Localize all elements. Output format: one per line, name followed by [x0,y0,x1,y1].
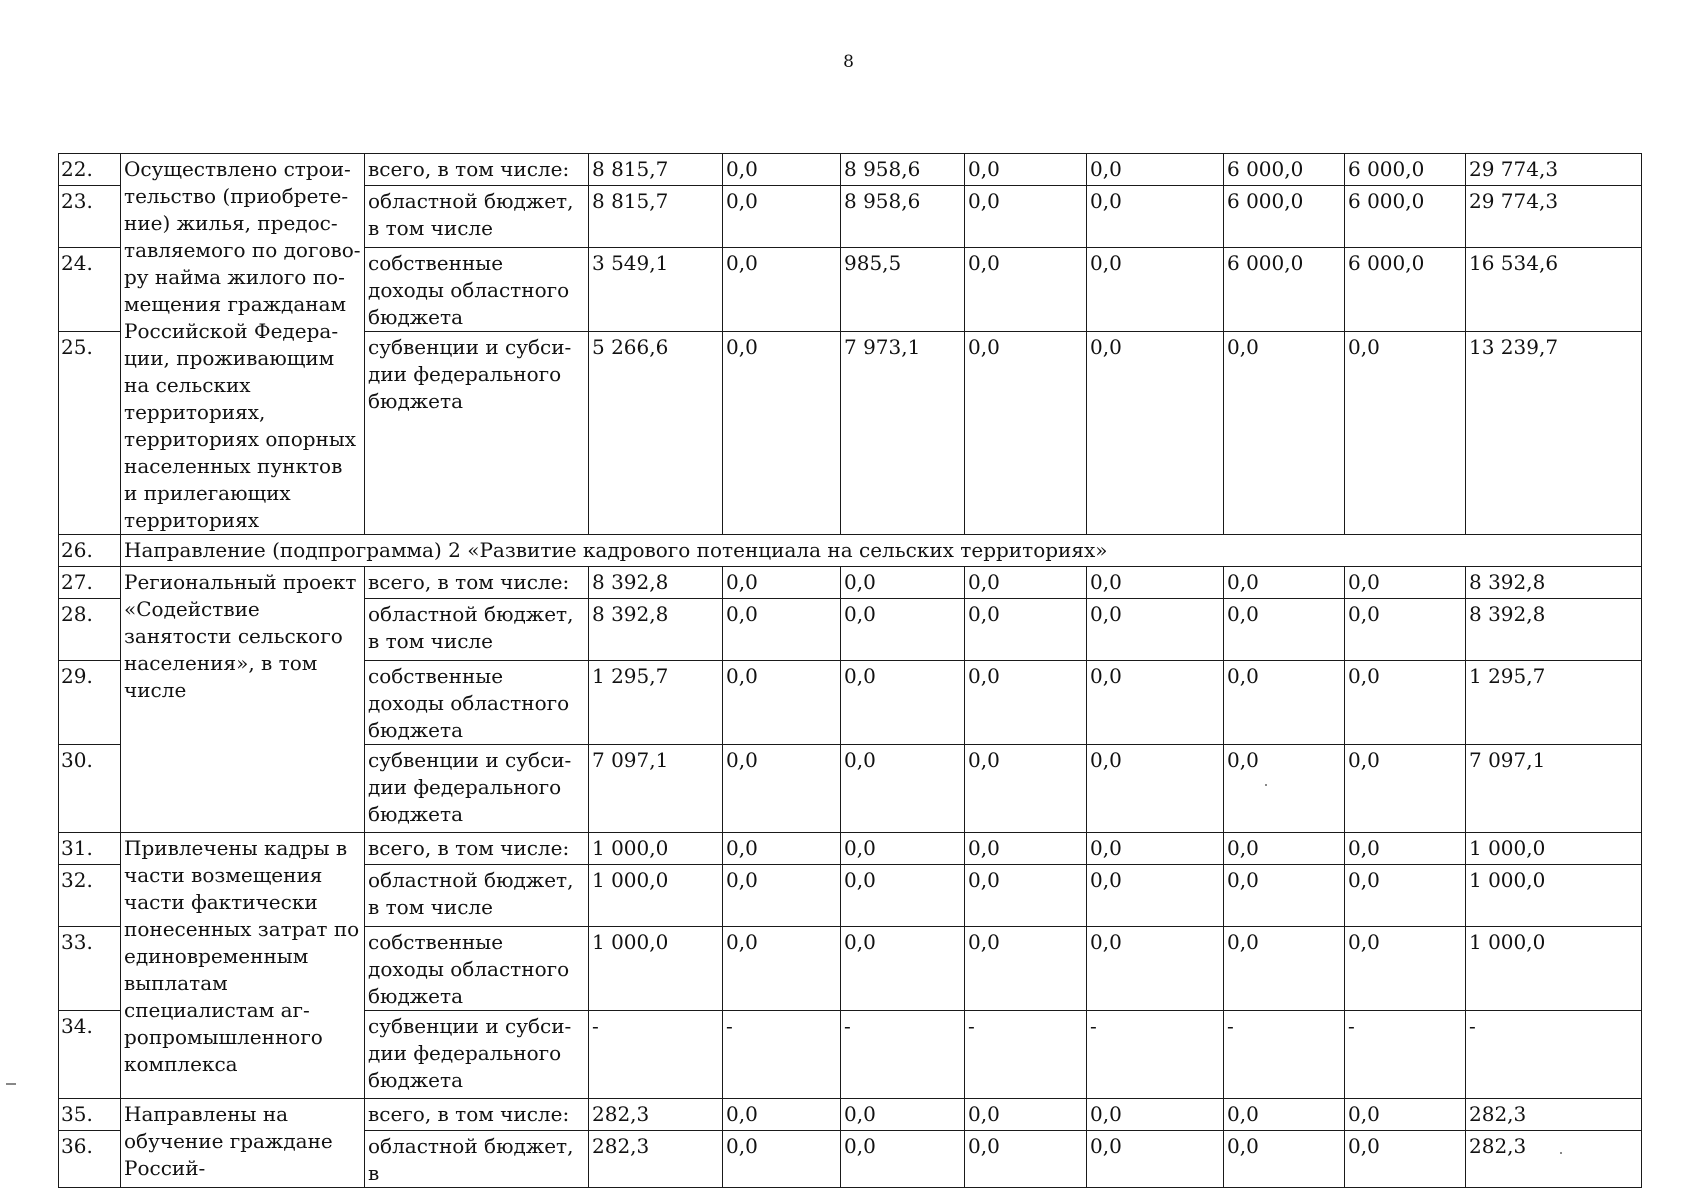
year-value: 282,3 [589,1099,723,1131]
row-number: 32. [59,865,121,927]
year-value: 5 266,6 [589,332,723,535]
year-value: 0,0 [1224,745,1345,833]
total-value: 7 097,1 [1466,745,1642,833]
measure-name: Региональный проект «Содействие занятости сельского населения», в том числе [121,567,365,833]
year-value: - [1345,1011,1466,1099]
year-value: 6 000,0 [1345,248,1466,332]
row-number: 26. [59,535,121,567]
year-value: 0,0 [1087,567,1224,599]
year-value: 0,0 [1087,927,1224,1011]
year-value: 6 000,0 [1224,154,1345,186]
year-value: 0,0 [723,1131,841,1188]
row-number: 30. [59,745,121,833]
table-row [59,567,1642,599]
year-value: - [965,1011,1087,1099]
year-value: - [1224,1011,1345,1099]
year-value: 0,0 [1345,1131,1466,1188]
year-value: 0,0 [1087,661,1224,745]
row-number: 31. [59,833,121,865]
year-value: - [723,1011,841,1099]
year-value: 6 000,0 [1345,186,1466,248]
row-number: 28. [59,599,121,661]
row-number: 33. [59,927,121,1011]
year-value: 6 000,0 [1224,186,1345,248]
table-row [59,1099,1642,1131]
year-value: 0,0 [841,599,965,661]
year-value: 0,0 [1087,1099,1224,1131]
total-value: 1 000,0 [1466,865,1642,927]
year-value: 0,0 [1087,833,1224,865]
scan-mark-left [6,1083,16,1085]
total-value: 8 392,8 [1466,567,1642,599]
year-value: 0,0 [965,745,1087,833]
funding-source: областной бюджет, в [365,1131,589,1188]
year-value: - [1087,1011,1224,1099]
table-row [59,154,1642,186]
row-number: 27. [59,567,121,599]
funding-source: всего, в том числе: [365,567,589,599]
year-value: 0,0 [1224,927,1345,1011]
year-value: 282,3 [589,1131,723,1188]
year-value: 0,0 [841,927,965,1011]
year-value: 0,0 [841,745,965,833]
year-value: 0,0 [723,186,841,248]
row-number: 29. [59,661,121,745]
year-value: 0,0 [965,567,1087,599]
section-row [59,535,1642,567]
total-value: 8 392,8 [1466,599,1642,661]
row-number: 34. [59,1011,121,1099]
measure-name: Направлены на обучение граждане Россий- [121,1099,365,1188]
year-value: 8 958,6 [841,154,965,186]
year-value: 1 295,7 [589,661,723,745]
year-value: 0,0 [723,332,841,535]
year-value: 0,0 [965,833,1087,865]
year-value: 0,0 [1345,745,1466,833]
year-value: 6 000,0 [1224,248,1345,332]
funding-source: всего, в том числе: [365,1099,589,1131]
year-value: 0,0 [965,1099,1087,1131]
funding-source: областной бюджет, в том числе [365,186,589,248]
year-value: 0,0 [1345,567,1466,599]
year-value: 0,0 [1087,745,1224,833]
year-value: 0,0 [1224,567,1345,599]
row-number: 24. [59,248,121,332]
year-value: 8 958,6 [841,186,965,248]
total-value: 1 000,0 [1466,927,1642,1011]
year-value: 6 000,0 [1345,154,1466,186]
year-value: 7 097,1 [589,745,723,833]
year-value: 0,0 [841,833,965,865]
year-value: 0,0 [723,154,841,186]
year-value: 0,0 [1087,248,1224,332]
year-value: 8 815,7 [589,186,723,248]
year-value: 3 549,1 [589,248,723,332]
year-value: 0,0 [1087,332,1224,535]
year-value: 0,0 [1224,661,1345,745]
year-value: 0,0 [1224,1131,1345,1188]
funding-source: субвенции и субсидии федерального бюджета [365,332,589,535]
year-value: 0,0 [1345,865,1466,927]
scan-speck-2 [1560,1152,1562,1154]
year-value: 0,0 [723,567,841,599]
year-value: 8 392,8 [589,567,723,599]
year-value: 0,0 [723,661,841,745]
year-value: 0,0 [1224,1099,1345,1131]
funding-source: субвенции и субсидии федерального бюджета [365,745,589,833]
total-value: 16 534,6 [1466,248,1642,332]
funding-source: собственные доходы областного бюджета [365,927,589,1011]
funding-source: всего, в том числе: [365,833,589,865]
year-value: 0,0 [1224,332,1345,535]
total-value: - [1466,1011,1642,1099]
year-value: 0,0 [965,865,1087,927]
year-value: 0,0 [1345,833,1466,865]
year-value: 1 000,0 [589,865,723,927]
year-value: - [589,1011,723,1099]
year-value: 0,0 [723,745,841,833]
year-value: 0,0 [841,1099,965,1131]
total-value: 1 295,7 [1466,661,1642,745]
year-value: 0,0 [841,567,965,599]
year-value: 0,0 [723,865,841,927]
total-value: 13 239,7 [1466,332,1642,535]
year-value: 0,0 [1224,865,1345,927]
year-value: 0,0 [841,1131,965,1188]
row-number: 23. [59,186,121,248]
year-value: 0,0 [1087,1131,1224,1188]
funding-source: областной бюджет, в том числе [365,865,589,927]
year-value: 0,0 [965,154,1087,186]
year-value: 0,0 [841,661,965,745]
year-value: 0,0 [965,248,1087,332]
year-value: 0,0 [1345,927,1466,1011]
funding-source: всего, в том числе: [365,154,589,186]
total-value: 282,3 [1466,1099,1642,1131]
year-value: 0,0 [1087,154,1224,186]
year-value: 0,0 [1087,865,1224,927]
year-value: 0,0 [965,927,1087,1011]
year-value: 0,0 [965,332,1087,535]
year-value: 8 815,7 [589,154,723,186]
funding-source: областной бюджет, в том числе [365,599,589,661]
funding-source: собственные доходы областного бюджета [365,248,589,332]
year-value: 1 000,0 [589,833,723,865]
year-value: 0,0 [1224,599,1345,661]
row-number: 22. [59,154,121,186]
total-value: 1 000,0 [1466,833,1642,865]
year-value: 0,0 [723,1099,841,1131]
total-value: 29 774,3 [1466,154,1642,186]
year-value: - [841,1011,965,1099]
year-value: 0,0 [723,927,841,1011]
year-value: 0,0 [1345,599,1466,661]
total-value: 282,3 [1466,1131,1642,1188]
measure-name: Осуществлено строительство (приобретение) жилья, предоставляемого по договору найма жилого помещения гражданам Российской Федерации, проживающим на сельских территориях, территориях опорных населенных пунктов и прилегающих территориях [121,154,365,535]
year-value: 0,0 [965,1131,1087,1188]
row-number: 25. [59,332,121,535]
year-value: 0,0 [841,865,965,927]
budget-table [58,153,1642,1188]
funding-source: субвенции и субсидии федерального бюджета [365,1011,589,1099]
year-value: 0,0 [723,833,841,865]
year-value: 8 392,8 [589,599,723,661]
total-value: 29 774,3 [1466,186,1642,248]
year-value: 0,0 [1345,661,1466,745]
row-number: 36. [59,1131,121,1188]
year-value: 0,0 [1087,599,1224,661]
measure-name: Привлечены кадры в части возмещения части фактически понесенных затрат по единовременным выплатам специалистам агропромышленного комплекса [121,833,365,1099]
year-value: 1 000,0 [589,927,723,1011]
year-value: 0,0 [965,599,1087,661]
year-value: 0,0 [965,661,1087,745]
year-value: 0,0 [723,599,841,661]
year-value: 0,0 [1345,332,1466,535]
year-value: 7 973,1 [841,332,965,535]
year-value: 0,0 [965,186,1087,248]
scan-speck-1 [1265,784,1267,786]
year-value: 0,0 [1345,1099,1466,1131]
year-value: 0,0 [1087,186,1224,248]
year-value: 0,0 [1224,833,1345,865]
page-number: 8 [843,52,854,72]
funding-source: собственные доходы областного бюджета [365,661,589,745]
year-value: 985,5 [841,248,965,332]
table-row [59,833,1642,865]
row-number: 35. [59,1099,121,1131]
year-value: 0,0 [723,248,841,332]
section-title: Направление (подпрограмма) 2 «Развитие кадрового потенциала на сельских территориях» [121,535,1642,567]
